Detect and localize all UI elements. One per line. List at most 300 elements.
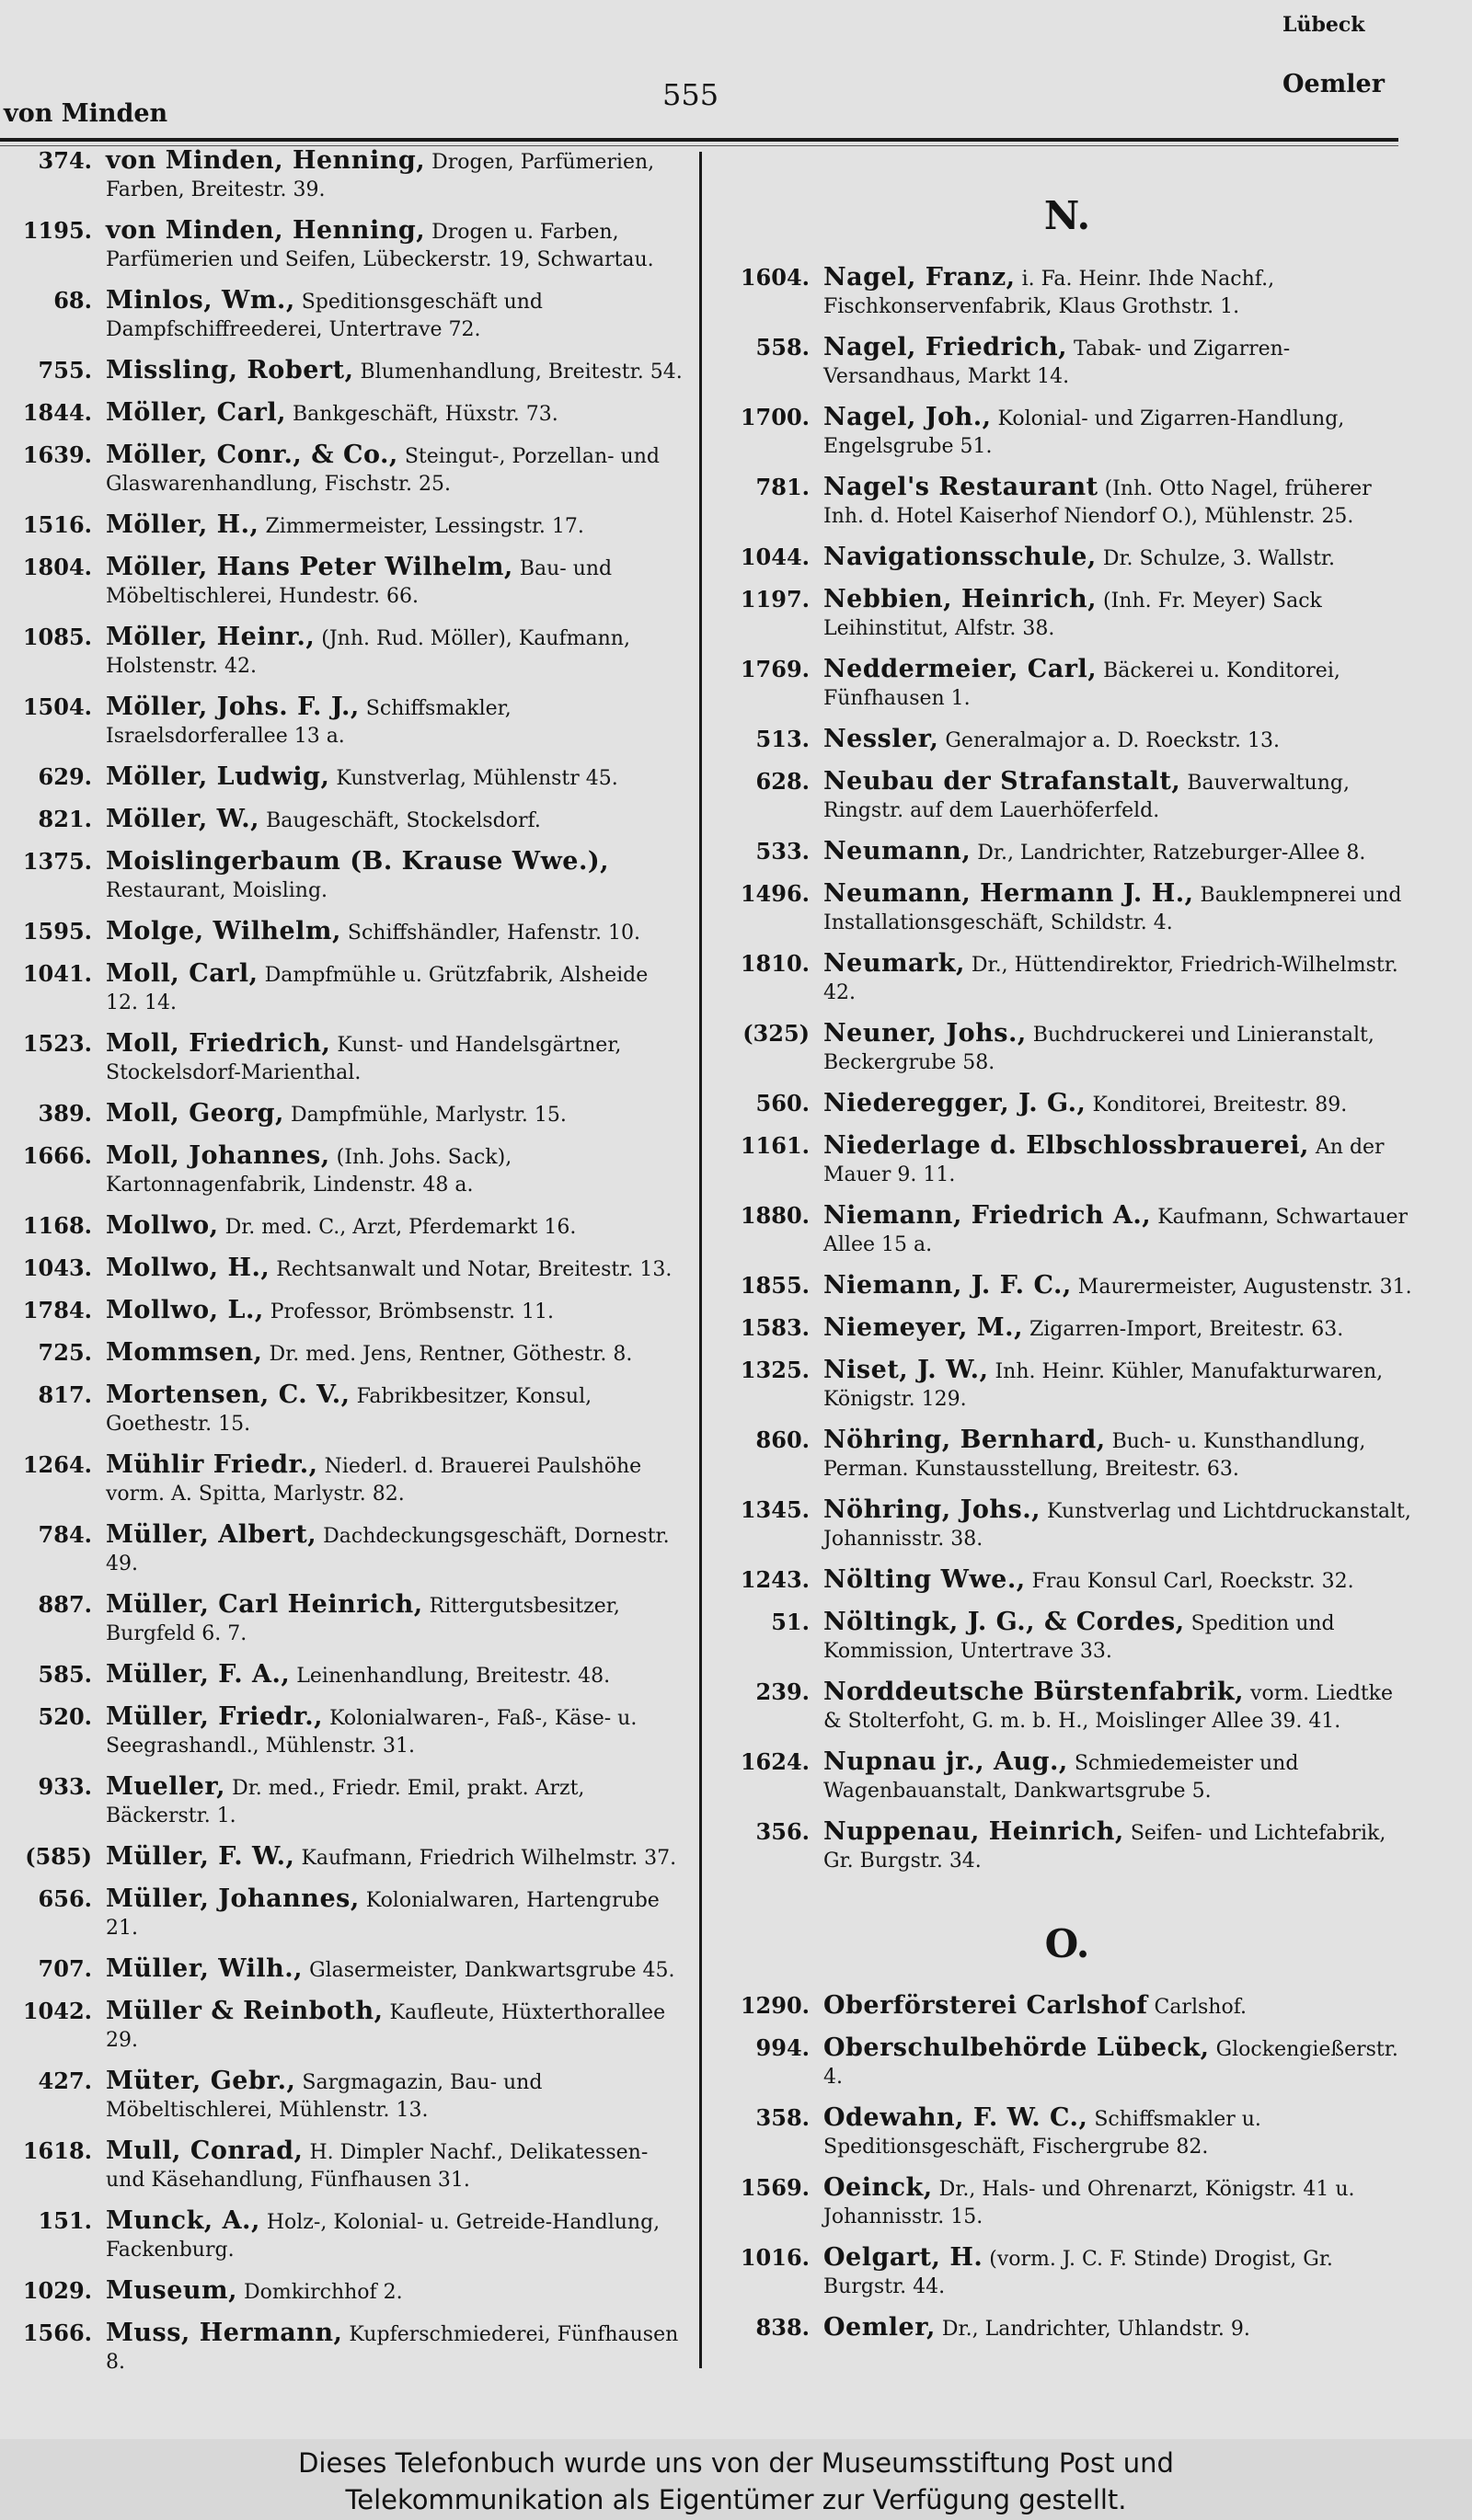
phone-number: 1195. [22, 217, 92, 244]
entry-text [823, 768, 1417, 825]
page-number: 555 [662, 77, 719, 112]
directory-entry [718, 1426, 1417, 1483]
footer-line-2: Telekommunikation als Eigentümer zur Verfügung gestellt. [345, 2484, 1127, 2515]
entry-text [823, 1609, 1417, 1666]
entry-name: Nöhring, Bernhard, [823, 1426, 1106, 1454]
phone-number: 1784. [22, 1297, 92, 1323]
phone-number: 533. [755, 838, 810, 865]
entry-description: Seifen- und Lichtefabrik, Gr. Burgstr. 34. [823, 1822, 1386, 1873]
entry-text [823, 1496, 1417, 1553]
entry-text [106, 1661, 685, 1690]
phone-number: 1044. [740, 544, 810, 570]
directory-entry [0, 1773, 685, 1830]
entry-name: Müller, Wilh., [106, 1954, 304, 1983]
phone-number: 755. [38, 357, 92, 384]
entry-name: Oeinck, [823, 2173, 933, 2202]
entry-name: Oelgart, H. [823, 2243, 983, 2272]
directory-entry [0, 1100, 685, 1129]
entry-description: (Inh. Otto Nagel, früherer Inh. d. Hotel Kaiserhof Niendorf O.), Mühlenstr. 25. [823, 477, 1372, 528]
entry-text [106, 554, 685, 611]
entry-description: Schiffshändler, Hafenstr. 10. [347, 922, 640, 945]
phone-number: 784. [38, 1521, 92, 1548]
entry-name: Oemler, [823, 2313, 936, 2342]
entry-description: Konditorei, Breitestr. 89. [1092, 1094, 1348, 1117]
entry-description: An der Mauer 9. 11. [823, 1136, 1385, 1186]
phone-number: 1161. [740, 1132, 810, 1159]
entry-description: Baugeschäft, Stockelsdorf. [266, 809, 541, 832]
entry-name: Mollwo, H., [106, 1254, 270, 1282]
entry-name: Niederegger, J. G., [823, 1089, 1087, 1117]
entry-text [106, 848, 685, 905]
entry-description: Dr., Hals- und Ohrenarzt, Königstr. 41 u. Johannisstr. 15. [823, 2178, 1355, 2228]
entry-text [106, 806, 685, 835]
phone-number: 389. [38, 1100, 92, 1127]
entry-text [106, 1100, 685, 1129]
entry-name: Möller, W., [106, 805, 260, 833]
entry-text [106, 1212, 685, 1242]
entry-text [106, 918, 685, 947]
phone-number: 1844. [22, 399, 92, 426]
directory-entry [0, 554, 685, 611]
phone-number: 513. [755, 726, 810, 752]
entry-name: Munck, A., [106, 2206, 260, 2235]
entry-description: Blumenhandlung, Breitestr. 54. [360, 361, 683, 384]
directory-entry [718, 2034, 1417, 2091]
phone-number: 1523. [22, 1030, 92, 1057]
phone-number: 239. [755, 1678, 810, 1705]
running-head-city: Lübeck [1282, 13, 1365, 37]
entry-name: Mollwo, [106, 1211, 219, 1240]
directory-entry [0, 217, 685, 274]
entry-text [106, 1773, 685, 1830]
entry-name: Möller, Ludwig, [106, 762, 330, 791]
entry-text [106, 147, 685, 204]
entry-text [823, 1748, 1417, 1805]
entry-name: Nessler, [823, 725, 939, 753]
phone-number: 1769. [740, 656, 810, 682]
entry-text [106, 2137, 685, 2194]
phone-number: 1041. [22, 960, 92, 987]
entry-text [106, 624, 685, 681]
entry-name: Möller, H., [106, 510, 259, 539]
phone-number: 358. [755, 2104, 810, 2131]
phone-number: 994. [755, 2034, 810, 2061]
phone-number: 1595. [22, 918, 92, 945]
entry-description: Kaufmann, Friedrich Wilhelmstr. 37. [301, 1847, 677, 1870]
entry-text [823, 1090, 1417, 1119]
entry-name: Neumark, [823, 949, 965, 978]
phone-number: 1516. [22, 511, 92, 538]
entry-name: Nölting Wwe., [823, 1565, 1026, 1594]
phone-number: 1583. [740, 1314, 810, 1341]
directory-entry [718, 1678, 1417, 1735]
directory-entry [718, 334, 1417, 391]
directory-entry [0, 1212, 685, 1242]
entry-name: Navigationsschule, [823, 543, 1097, 571]
directory-entry [718, 1090, 1417, 1119]
entry-text [823, 2244, 1417, 2301]
entry-description: Dr., Hüttendirektor, Friedrich-Wilhelmstr. 42. [823, 954, 1398, 1004]
phone-number: 781. [755, 474, 810, 500]
entry-name: Molge, Wilhelm, [106, 917, 341, 945]
directory-entry [0, 1297, 685, 1326]
entry-name: Neddermeier, Carl, [823, 655, 1098, 683]
entry-text [823, 1272, 1417, 1301]
directory-entry [0, 1339, 685, 1369]
phone-number: 1804. [22, 554, 92, 580]
header-rule [0, 138, 1398, 142]
directory-entry [718, 656, 1417, 713]
directory-entry [0, 2207, 685, 2264]
entry-name: Müller, Johannes, [106, 1884, 360, 1913]
entry-text [106, 1885, 685, 1942]
entry-text [823, 1202, 1417, 1259]
entry-description: Leinenhandlung, Breitestr. 48. [296, 1665, 611, 1688]
phone-number: 1624. [740, 1748, 810, 1775]
entry-text [106, 1998, 685, 2055]
phone-number: 1290. [740, 1992, 810, 2019]
directory-entry [718, 950, 1417, 1007]
running-head-left: von Minden [4, 99, 168, 128]
phone-number: 1880. [740, 1202, 810, 1229]
entry-name: Niset, J. W., [823, 1356, 989, 1384]
entry-description: Kolonial- und Zigarren-Handlung, Engelsgrube 51. [823, 407, 1345, 458]
entry-name: Norddeutsche Bürstenfabrik, [823, 1678, 1245, 1706]
directory-entry [0, 2320, 685, 2377]
entry-name: Museum, [106, 2276, 237, 2305]
directory-entry [0, 399, 685, 429]
entry-name: Moll, Johannes, [106, 1141, 330, 1170]
directory-entry [718, 1818, 1417, 1875]
directory-entry [718, 1496, 1417, 1553]
entry-description: Kaufmann, Schwartauer Allee 15 a. [823, 1206, 1409, 1256]
directory-entry [0, 1885, 685, 1942]
entry-description: Glasermeister, Dankwartsgrube 45. [309, 1959, 675, 1982]
entry-text [106, 2277, 685, 2307]
entry-description: Dr. Schulze, 3. Wallstr. [1102, 547, 1335, 570]
directory-entry [0, 2277, 685, 2307]
entry-text [106, 287, 685, 344]
phone-number: 1566. [22, 2320, 92, 2346]
entry-text [823, 2314, 1417, 2343]
left-column [0, 147, 685, 2389]
entry-text [823, 544, 1417, 573]
directory-entry [718, 1357, 1417, 1414]
entry-name: Müller, Carl Heinrich, [106, 1590, 423, 1619]
entry-description: Dr. med., Friedr. Emil, prakt. Arzt, Bäckerstr. 1. [106, 1777, 585, 1827]
entry-name: Niederlage d. Elbschlossbrauerei, [823, 1131, 1309, 1160]
entry-name: Müller, F. W., [106, 1842, 295, 1871]
entry-text [823, 1132, 1417, 1189]
entry-description: Spedition und Kommission, Untertrave 33. [823, 1612, 1335, 1663]
entry-description: Buch- u. Kunsthandlung, Perman. Kunstausstellung, Breitestr. 63. [823, 1430, 1366, 1481]
entry-name: Neubau der Strafanstalt, [823, 767, 1181, 796]
entry-description: Bauverwaltung, Ringstr. auf dem Lauerhöferfeld. [823, 772, 1350, 822]
entry-text [106, 693, 685, 750]
directory-entry [0, 1955, 685, 1985]
entry-description: Dr. med. C., Arzt, Pferdemarkt 16. [224, 1216, 577, 1239]
entry-description: Kunstverlag, Mühlenstr 45. [336, 767, 618, 790]
entry-name: Nagel, Franz, [823, 263, 1016, 292]
phone-number: 1569. [740, 2174, 810, 2201]
directory-entry [718, 2174, 1417, 2231]
phone-number: 1029. [22, 2277, 92, 2304]
phone-number: 1243. [740, 1566, 810, 1593]
directory-entry [718, 1566, 1417, 1596]
phone-number: 933. [38, 1773, 92, 1800]
section-heading-o: O. [1044, 1921, 1090, 1966]
phone-number: 1085. [22, 624, 92, 650]
phone-number: 1604. [740, 264, 810, 291]
directory-entry [718, 1020, 1417, 1077]
directory-entry [718, 1272, 1417, 1301]
entry-text [823, 264, 1417, 321]
directory-entry [718, 544, 1417, 573]
entry-description: Speditionsgeschäft und Dampfschiffreederei, Untertrave 72. [106, 291, 544, 341]
phone-number: 1855. [740, 1272, 810, 1299]
entry-name: von Minden, Henning, [106, 146, 426, 175]
phone-number: 51. [771, 1609, 810, 1635]
entry-description: (Jnh. Rud. Möller), Kaufmann, Holstenstr. 42. [106, 627, 630, 678]
footer-note [0, 2439, 1472, 2520]
directory-entry [718, 2244, 1417, 2301]
entry-description: Frau Konsul Carl, Roeckstr. 32. [1031, 1570, 1354, 1593]
entry-description: Schmiedemeister und Wagenbauanstalt, Dankwartsgrube 5. [823, 1752, 1299, 1803]
entry-text [106, 441, 685, 498]
entry-description: Bau- und Möbeltischlerei, Hundestr. 66. [106, 557, 613, 608]
entry-text [823, 1426, 1417, 1483]
phone-number: 707. [38, 1955, 92, 1982]
entry-name: Missling, Robert, [106, 356, 354, 384]
phone-number: 887. [38, 1591, 92, 1618]
entry-description: Maurermeister, Augustenstr. 31. [1077, 1276, 1412, 1299]
directory-entry [718, 586, 1417, 643]
entry-text [823, 586, 1417, 643]
directory-entry [718, 768, 1417, 825]
entry-text [823, 1020, 1417, 1077]
entry-description: Schiffsmakler u. Speditionsgeschäft, Fischergrube 82. [823, 2108, 1261, 2159]
directory-entry [718, 726, 1417, 755]
entry-name: Müller, F. A., [106, 1660, 291, 1689]
directory-entry [0, 1521, 685, 1578]
entry-description: Fabrikbesitzer, Konsul, Goethestr. 15. [106, 1385, 592, 1436]
entry-name: Nöltingk, J. G., & Cordes, [823, 1608, 1185, 1636]
entry-text [106, 1703, 685, 1760]
entry-name: Mühlir Friedr., [106, 1450, 318, 1479]
directory-entry [0, 2137, 685, 2194]
directory-entry [0, 1142, 685, 1199]
phone-number: 656. [38, 1885, 92, 1912]
entry-name: Moll, Friedrich, [106, 1029, 331, 1058]
directory-entry [718, 1748, 1417, 1805]
entry-text [823, 2174, 1417, 2231]
entry-description: Drogen u. Farben, Parfümerien und Seifen, Lübeckerstr. 19, Schwartau. [106, 221, 654, 271]
entry-description: Sargmagazin, Bau- und Möbeltischlerei, Mühlenstr. 13. [106, 2071, 543, 2122]
entry-description: Inh. Heinr. Kühler, Manufakturwaren, Königstr. 129. [823, 1360, 1384, 1411]
phone-number: 1666. [22, 1142, 92, 1169]
entry-text [106, 1521, 685, 1578]
entry-text [823, 726, 1417, 755]
entries-o [718, 1992, 1417, 2343]
phone-number: 560. [755, 1090, 810, 1117]
directory-entry [0, 1381, 685, 1438]
entry-text [106, 1254, 685, 1284]
entry-description: Generalmajor a. D. Roeckstr. 13. [945, 729, 1280, 752]
footer-line-1: Dieses Telefonbuch wurde uns von der Museumsstiftung Post und [298, 2447, 1174, 2479]
entry-name: Müter, Gebr., [106, 2067, 296, 2095]
entry-description: Domkirchhof 2. [244, 2281, 403, 2304]
entry-name: Niemann, Friedrich A., [823, 1201, 1152, 1230]
entry-name: Nagel, Friedrich, [823, 333, 1067, 361]
entry-description: (Inh. Fr. Meyer) Sack Leihinstitut, Alfstr. 38. [823, 590, 1322, 640]
directory-entry [0, 806, 685, 835]
entry-name: Neuner, Johs., [823, 1019, 1027, 1048]
phone-number: 151. [38, 2207, 92, 2234]
entry-text [106, 1843, 685, 1873]
entry-name: Moislingerbaum (B. Krause Wwe.), [106, 847, 610, 876]
entry-description: Kolonialwaren, Hartengrube 21. [106, 1889, 660, 1940]
entry-text [106, 1030, 685, 1087]
directory-entry [0, 357, 685, 386]
entry-text [823, 1818, 1417, 1875]
entry-name: Odewahn, F. W. C., [823, 2103, 1088, 2132]
entry-description: H. Dimpler Nachf., Delikatessen- und Käsehandlung, Fünfhausen 31. [106, 2141, 649, 2192]
entry-text [823, 838, 1417, 867]
directory-entry [0, 1030, 685, 1087]
entry-name: Niemeyer, M., [823, 1313, 1023, 1342]
entry-name: Nagel, Joh., [823, 403, 992, 431]
entry-name: Oberschulbehörde Lübeck, [823, 2033, 1210, 2062]
phone-number: 1810. [740, 950, 810, 977]
entry-name: Nagel's Restaurant [823, 473, 1098, 501]
phone-number: 1618. [22, 2137, 92, 2164]
entry-text [823, 950, 1417, 1007]
entry-text [823, 404, 1417, 461]
entry-name: Möller, Johs. F. J., [106, 693, 360, 721]
directory-entry [0, 2068, 685, 2125]
entry-description: Zigarren-Import, Breitestr. 63. [1029, 1318, 1344, 1341]
phone-number: 1043. [22, 1254, 92, 1281]
entry-text [106, 1339, 685, 1369]
directory-entry [718, 2104, 1417, 2161]
entry-text [106, 763, 685, 793]
directory-entry [718, 264, 1417, 321]
entry-name: Müller, Albert, [106, 1520, 317, 1549]
entry-text [106, 399, 685, 429]
entry-description: Steingut-, Porzellan- und Glaswarenhandlung, Fischstr. 25. [106, 445, 660, 496]
directory-entry [718, 1609, 1417, 1666]
entry-name: Muss, Hermann, [106, 2319, 343, 2347]
entry-text [106, 2068, 685, 2125]
entry-description: Kunst- und Handelsgärtner, Stockelsdorf-Marienthal. [106, 1034, 622, 1084]
entry-text [823, 334, 1417, 391]
entry-name: Moll, Georg, [106, 1099, 284, 1128]
entry-name: Möller, Conr., & Co., [106, 441, 398, 469]
entry-description: i. Fa. Heinr. Ihde Nachf., Fischkonservenfabrik, Klaus Grothstr. 1. [823, 268, 1275, 318]
phone-number: 725. [38, 1339, 92, 1366]
entry-text [106, 217, 685, 274]
entry-name: Neumann, [823, 837, 972, 865]
phone-number: 1375. [22, 848, 92, 875]
phone-number: 817. [38, 1381, 92, 1408]
entry-description: Dampfmühle, Marlystr. 15. [290, 1104, 567, 1127]
directory-entry [0, 1843, 685, 1873]
directory-entry [718, 2314, 1417, 2343]
directory-entry [0, 1661, 685, 1690]
directory-entry [718, 1314, 1417, 1344]
entry-name: Müller & Reinboth, [106, 1997, 384, 2025]
entry-text [106, 357, 685, 386]
phone-number: 1016. [740, 2244, 810, 2271]
phone-number: 520. [38, 1703, 92, 1730]
phone-number: 628. [755, 768, 810, 795]
phone-number: 860. [755, 1426, 810, 1453]
entry-text [106, 1591, 685, 1648]
directory-entry [0, 511, 685, 541]
entry-name: Möller, Heinr., [106, 623, 316, 651]
phone-number: 1325. [740, 1357, 810, 1383]
entry-text [823, 1992, 1417, 2022]
phone-number: 356. [755, 1818, 810, 1845]
entry-description: Dachdeckungsgeschäft, Dornestr. 49. [106, 1525, 670, 1575]
entry-text [823, 1678, 1417, 1735]
entry-text [823, 2034, 1417, 2091]
directory-entry [0, 147, 685, 204]
entry-description: Restaurant, Moisling. [106, 879, 328, 902]
phone-number: 1168. [22, 1212, 92, 1239]
entry-name: Neumann, Hermann J. H., [823, 879, 1194, 908]
entry-name: Minlos, Wm., [106, 286, 295, 315]
entry-text [106, 1451, 685, 1508]
entry-name: Moll, Carl, [106, 959, 259, 988]
entry-description: (vorm. J. C. F. Stinde) Drogist, Gr. Burgstr. 44. [823, 2248, 1333, 2298]
entry-description: Niederl. d. Brauerei Paulshöhe vorm. A. Spitta, Marlystr. 82. [106, 1455, 642, 1506]
entry-name: Nebbien, Heinrich, [823, 585, 1098, 613]
phone-number: 585. [38, 1661, 92, 1688]
directory-entry [718, 404, 1417, 461]
entry-description: Schiffsmakler, Israelsdorferallee 13 a. [106, 697, 512, 748]
entry-text [823, 1314, 1417, 1344]
entry-description: Professor, Brömbsenstr. 11. [270, 1300, 554, 1323]
section-heading-n: N. [1043, 193, 1091, 238]
directory-entry [0, 1254, 685, 1284]
entry-name: Mommsen, [106, 1338, 263, 1367]
entry-text [106, 1142, 685, 1199]
entry-text [823, 1357, 1417, 1414]
entry-description: (Inh. Johs. Sack), Kartonnagenfabrik, Lindenstr. 48 a. [106, 1146, 512, 1197]
entry-text [106, 1955, 685, 1985]
phone-number: 1639. [22, 441, 92, 468]
entry-name: Nupnau jr., Aug., [823, 1747, 1068, 1776]
directory-entry [0, 918, 685, 947]
entry-description: Glockengießerstr. 4. [823, 2038, 1398, 2089]
entry-description: Kaufleute, Hüxterthorallee 29. [106, 2001, 666, 2052]
directory-entry [718, 1132, 1417, 1189]
entry-text [823, 880, 1417, 937]
right-column [718, 147, 1417, 2356]
entry-text [823, 474, 1417, 531]
phone-number: 1700. [740, 404, 810, 430]
phone-number: 1042. [22, 1998, 92, 2024]
phone-number: 821. [38, 806, 92, 832]
directory-entry [0, 693, 685, 750]
entry-name: Mull, Conrad, [106, 2136, 304, 2165]
directory-entry [718, 880, 1417, 937]
entry-name: Niemann, J. F. C., [823, 1271, 1072, 1300]
entry-name: Mortensen, C. V., [106, 1380, 351, 1409]
running-head-right: Oemler [1282, 70, 1385, 98]
directory-entry [0, 1998, 685, 2055]
